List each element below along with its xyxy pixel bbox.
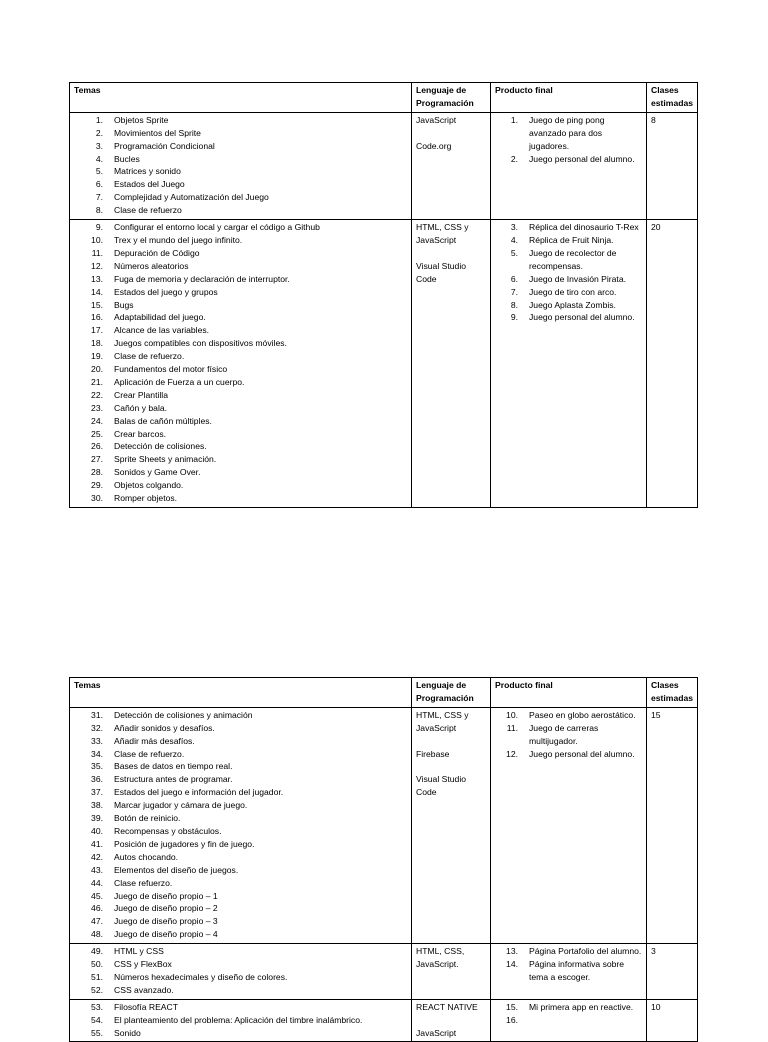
topic-item	[74, 415, 407, 428]
topics-list	[74, 709, 407, 941]
product-number: 16.	[506, 1014, 518, 1025]
header-row	[70, 83, 698, 113]
language-line: Visual Studio	[416, 260, 467, 271]
topic-item	[74, 350, 407, 363]
topic-item	[74, 786, 407, 799]
product-text: Página Portafolio del alumno.	[529, 946, 642, 957]
topic-number: 38.	[91, 800, 103, 811]
product-number: 15.	[506, 1001, 518, 1012]
topic-number: 43.	[91, 864, 103, 875]
product-item	[495, 748, 642, 761]
topic-number: 44.	[91, 877, 103, 888]
classes-cell: 3	[647, 944, 698, 1000]
topic-text: Añadir sonidos y desafíos.	[114, 722, 215, 733]
product-item	[495, 221, 642, 234]
topic-item	[74, 453, 407, 466]
topic-text: CSS y FlexBox	[114, 959, 172, 970]
topic-text: Matrices y sonido	[114, 166, 181, 177]
table-row	[70, 999, 698, 1042]
topic-text: Configurar el entorno local y cargar el código a Github	[114, 222, 320, 233]
topic-text: Sonidos y Game Over.	[114, 467, 201, 478]
topic-item	[74, 389, 407, 402]
topic-item	[74, 709, 407, 722]
topic-item	[74, 234, 407, 247]
product-text: Juego personal del alumno.	[529, 153, 635, 164]
topic-number: 5.	[95, 166, 103, 177]
topic-number: 49.	[91, 946, 103, 957]
topic-number: 39.	[91, 813, 103, 824]
topic-text: Elementos del diseño de juegos.	[114, 864, 239, 875]
topic-text: Clase de refuerzo.	[114, 748, 185, 759]
topic-text: Objetos colgando.	[114, 480, 184, 491]
product-text: Juego de tiro con arco.	[529, 286, 617, 297]
topic-number: 27.	[91, 454, 103, 465]
header-temas: Temas	[70, 678, 412, 708]
topic-item	[74, 114, 407, 127]
table-row	[70, 112, 698, 219]
topic-text: Cañón y bala.	[114, 402, 168, 413]
topic-text: Bases de datos en tiempo real.	[114, 761, 233, 772]
language-line: JavaScript.	[416, 959, 459, 970]
classes-cell: 8	[647, 112, 698, 219]
topic-number: 55.	[91, 1027, 103, 1038]
topic-text: Sprite Sheets y animación.	[114, 454, 217, 465]
topic-text: Estados del Juego	[114, 179, 185, 190]
topic-number: 24.	[91, 415, 103, 426]
product-text: Réplica de Fruit Ninja.	[529, 234, 614, 245]
product-text: Paseo en globo aerostático.	[529, 709, 636, 720]
topic-number: 52.	[91, 984, 103, 995]
topic-number: 37.	[91, 787, 103, 798]
topic-item	[74, 273, 407, 286]
topic-item	[74, 260, 407, 273]
topic-number: 54.	[91, 1014, 103, 1025]
topic-number: 2.	[95, 127, 103, 138]
topic-number: 33.	[91, 735, 103, 746]
topic-item	[74, 735, 407, 748]
topic-item	[74, 466, 407, 479]
topic-number: 15.	[91, 299, 103, 310]
topic-item	[74, 851, 407, 864]
topic-item	[74, 324, 407, 337]
topic-text: Alcance de las variables.	[114, 325, 210, 336]
topic-number: 28.	[91, 467, 103, 478]
topic-number: 4.	[95, 153, 103, 164]
topic-text: Juego de diseño propio – 3	[114, 916, 218, 927]
header-temas: Temas	[70, 83, 412, 113]
product-cell	[491, 944, 647, 1000]
topic-item	[74, 1014, 407, 1027]
product-item	[495, 286, 642, 299]
topic-text: Números hexadecimales y diseño de colores.	[114, 971, 288, 982]
topic-text: Clase de refuerzo	[114, 205, 182, 216]
language-line	[416, 127, 486, 140]
topic-number: 36.	[91, 774, 103, 785]
language-line: Visual Studio	[416, 774, 467, 785]
topic-item	[74, 1001, 407, 1014]
product-item	[495, 709, 642, 722]
language-line	[416, 760, 486, 773]
product-item	[495, 722, 642, 748]
language-line: Code.org	[416, 140, 452, 151]
topic-number: 25.	[91, 428, 103, 439]
topic-number: 32.	[91, 722, 103, 733]
topic-text: Autos chocando.	[114, 851, 179, 862]
course-table-1	[69, 82, 698, 508]
topic-text: Sonido	[114, 1027, 141, 1038]
language-line: HTML, CSS y	[416, 222, 469, 233]
topic-item	[74, 127, 407, 140]
language-line: HTML, CSS,	[416, 946, 465, 957]
classes-cell: 15	[647, 707, 698, 943]
language-line	[416, 1014, 486, 1027]
topic-number: 22.	[91, 389, 103, 400]
product-cell	[491, 112, 647, 219]
language-cell	[412, 999, 491, 1042]
language-line: JavaScript	[416, 722, 457, 733]
topic-item	[74, 191, 407, 204]
topic-item	[74, 984, 407, 997]
topic-item	[74, 247, 407, 260]
topic-number: 19.	[91, 351, 103, 362]
product-number: 14.	[506, 959, 518, 970]
product-text: Juego de Invasión Pirata.	[529, 273, 626, 284]
topic-text: Botón de reinicio.	[114, 813, 181, 824]
topics-cell	[70, 999, 412, 1042]
topic-item	[74, 221, 407, 234]
product-item	[495, 247, 642, 273]
topic-number: 23.	[91, 402, 103, 413]
table-row	[70, 707, 698, 943]
topic-item	[74, 376, 407, 389]
product-cell	[491, 220, 647, 508]
topic-text: Bucles	[114, 153, 140, 164]
product-list	[495, 945, 642, 984]
topic-item	[74, 337, 407, 350]
topic-item	[74, 204, 407, 217]
topic-text: Filosofía REACT	[114, 1001, 178, 1012]
language-line: JavaScript	[416, 234, 457, 245]
topic-text: Añadir más desafíos.	[114, 735, 195, 746]
language-cell	[412, 944, 491, 1000]
topic-item	[74, 812, 407, 825]
topic-number: 45.	[91, 890, 103, 901]
topic-item	[74, 178, 407, 191]
topic-text: Números aleatorios	[114, 260, 189, 271]
topic-number: 48.	[91, 929, 103, 940]
classes-cell: 10	[647, 999, 698, 1042]
topic-item	[74, 402, 407, 415]
product-text: Mi primera app en reactive.	[529, 1001, 634, 1012]
language-cell	[412, 220, 491, 508]
topic-text: Crear barcos.	[114, 428, 167, 439]
product-number: 10.	[506, 709, 518, 720]
topic-item	[74, 299, 407, 312]
topic-item	[74, 773, 407, 786]
topic-text: Crear Plantilla	[114, 389, 168, 400]
topic-number: 6.	[95, 179, 103, 190]
topic-text: Detección de colisiones.	[114, 441, 207, 452]
topic-item	[74, 971, 407, 984]
topic-item	[74, 928, 407, 941]
topic-item	[74, 165, 407, 178]
product-item	[495, 153, 642, 166]
header-clases: Clases estimadas	[647, 83, 698, 113]
topic-text: Estados del juego e información del jugador.	[114, 787, 284, 798]
topic-number: 8.	[95, 205, 103, 216]
topic-text: Programación Condicional	[114, 140, 215, 151]
topic-text: Clase refuerzo.	[114, 877, 173, 888]
topic-number: 3.	[95, 140, 103, 151]
topic-text: Juegos compatibles con dispositivos móviles.	[114, 338, 287, 349]
topic-text: HTML y CSS	[114, 946, 164, 957]
product-text: Juego personal del alumno.	[529, 748, 635, 759]
topic-text: CSS avanzado.	[114, 984, 174, 995]
topic-text: Juego de diseño propio – 2	[114, 903, 218, 914]
topic-number: 9.	[95, 222, 103, 233]
table-row	[70, 220, 698, 508]
topic-number: 17.	[91, 325, 103, 336]
topic-item	[74, 286, 407, 299]
product-number: 9.	[510, 312, 518, 323]
topic-text: Estructura antes de programar.	[114, 774, 233, 785]
product-text: Juego Aplasta Zombis.	[529, 299, 616, 310]
product-text: Juego de carreras multijugador.	[529, 722, 599, 746]
topic-text: Romper objetos.	[114, 493, 178, 504]
topic-number: 46.	[91, 903, 103, 914]
product-text: Juego personal del alumno.	[529, 312, 635, 323]
topic-item	[74, 864, 407, 877]
topic-text: Estados del juego y grupos	[114, 286, 218, 297]
product-text: Página informativa sobre tema a escoger.	[529, 959, 625, 982]
product-item	[495, 299, 642, 312]
topic-text: Bugs	[114, 299, 134, 310]
topic-number: 12.	[91, 260, 103, 271]
topic-text: Marcar jugador y cámara de juego.	[114, 800, 248, 811]
language-line: REACT NATIVE	[416, 1001, 478, 1012]
product-number: 7.	[510, 286, 518, 297]
topic-text: Fuga de memoria y declaración de interruptor.	[114, 273, 290, 284]
header-row	[70, 678, 698, 708]
topic-text: Juego de diseño propio – 1	[114, 890, 218, 901]
topic-text: Adaptabilidad del juego.	[114, 312, 206, 323]
language-line: HTML, CSS y	[416, 709, 469, 720]
topic-text: El planteamiento del problema: Aplicación del timbre inalámbrico.	[114, 1014, 363, 1025]
header-producto: Producto final	[491, 83, 647, 113]
header-producto: Producto final	[491, 678, 647, 708]
product-item	[495, 114, 642, 153]
topic-number: 16.	[91, 312, 103, 323]
language-line	[416, 247, 486, 260]
topic-number: 14.	[91, 286, 103, 297]
topic-text: Objetos Sprite	[114, 114, 169, 125]
topic-number: 7.	[95, 192, 103, 203]
language-cell	[412, 707, 491, 943]
product-list	[495, 1001, 642, 1027]
topics-cell	[70, 707, 412, 943]
topic-item	[74, 479, 407, 492]
product-item	[495, 273, 642, 286]
topic-item	[74, 140, 407, 153]
topic-number: 26.	[91, 441, 103, 452]
topics-list	[74, 1001, 407, 1040]
product-list	[495, 709, 642, 761]
topic-item	[74, 492, 407, 505]
topic-item	[74, 311, 407, 324]
topic-number: 51.	[91, 971, 103, 982]
topic-text: Trex y el mundo del juego infinito.	[114, 234, 243, 245]
course-table-2	[69, 677, 698, 1042]
topic-number: 29.	[91, 480, 103, 491]
topic-number: 13.	[91, 273, 103, 284]
product-text	[529, 1014, 642, 1027]
language-line: JavaScript	[416, 1027, 457, 1038]
topics-list	[74, 114, 407, 217]
product-number: 5.	[510, 247, 518, 258]
product-number: 11.	[506, 722, 518, 733]
topic-number: 50.	[91, 959, 103, 970]
topic-number: 30.	[91, 493, 103, 504]
language-line: Code	[416, 273, 437, 284]
topic-number: 18.	[91, 338, 103, 349]
topics-cell	[70, 112, 412, 219]
topic-number: 21.	[91, 376, 103, 387]
product-number: 13.	[506, 946, 518, 957]
product-item	[495, 1001, 642, 1014]
topic-item	[74, 890, 407, 903]
topics-list	[74, 945, 407, 997]
topic-item	[74, 958, 407, 971]
topic-number: 1.	[95, 114, 103, 125]
language-cell	[412, 112, 491, 219]
topic-text: Aplicación de Fuerza a un cuerpo.	[114, 376, 245, 387]
topic-text: Complejidad y Automatización del Juego	[114, 192, 269, 203]
language-line: Code	[416, 787, 437, 798]
language-line: Firebase	[416, 748, 450, 759]
topic-text: Depuración de Código	[114, 247, 200, 258]
product-item	[495, 958, 642, 984]
topics-cell	[70, 944, 412, 1000]
topic-text: Fundamentos del motor físico	[114, 364, 228, 375]
topic-number: 20.	[91, 364, 103, 375]
product-number: 8.	[510, 299, 518, 310]
topic-number: 11.	[91, 247, 103, 258]
topic-item	[74, 945, 407, 958]
topic-item	[74, 877, 407, 890]
topic-item	[74, 440, 407, 453]
topic-number: 31.	[91, 709, 103, 720]
header-lenguaje: Lenguaje de Programación	[412, 678, 491, 708]
topic-text: Clase de refuerzo.	[114, 351, 185, 362]
product-list	[495, 114, 642, 166]
topic-item	[74, 748, 407, 761]
product-number: 2.	[510, 153, 518, 164]
topic-number: 42.	[91, 851, 103, 862]
product-number: 3.	[510, 222, 518, 233]
topic-number: 10.	[91, 234, 103, 245]
topic-item	[74, 902, 407, 915]
classes-cell: 20	[647, 220, 698, 508]
topic-number: 34.	[91, 748, 103, 759]
topic-text: Balas de cañón múltiples.	[114, 415, 212, 426]
topic-item	[74, 915, 407, 928]
topics-list	[74, 221, 407, 505]
topic-item	[74, 363, 407, 376]
topic-text: Detección de colisiones y animación	[114, 709, 253, 720]
product-number: 6.	[510, 273, 518, 284]
topic-text: Recompensas y obstáculos.	[114, 825, 222, 836]
topic-item	[74, 760, 407, 773]
product-number: 4.	[510, 234, 518, 245]
language-line	[416, 735, 486, 748]
topic-item	[74, 153, 407, 166]
header-clases: Clases estimadas	[647, 678, 698, 708]
topic-item	[74, 428, 407, 441]
topic-item	[74, 825, 407, 838]
language-line: JavaScript	[416, 114, 457, 125]
topic-item	[74, 1027, 407, 1040]
product-cell	[491, 999, 647, 1042]
topics-cell	[70, 220, 412, 508]
topic-item	[74, 799, 407, 812]
product-item	[495, 311, 642, 324]
product-text: Juego de recolector de recompensas.	[529, 247, 617, 271]
header-lenguaje: Lenguaje de Programación	[412, 83, 491, 113]
product-text: Juego de ping pong avanzado para dos jugadores.	[529, 114, 605, 151]
product-cell	[491, 707, 647, 943]
topic-text: Posición de jugadores y fin de juego.	[114, 838, 255, 849]
topic-item	[74, 838, 407, 851]
topic-number: 40.	[91, 825, 103, 836]
product-item	[495, 234, 642, 247]
topic-number: 47.	[91, 916, 103, 927]
topic-text: Juego de diseño propio – 4	[114, 929, 218, 940]
product-number: 12.	[506, 748, 518, 759]
topic-item	[74, 722, 407, 735]
product-list	[495, 221, 642, 324]
table-row	[70, 944, 698, 1000]
product-item	[495, 945, 642, 958]
topic-number: 41.	[91, 838, 103, 849]
topic-text: Movimientos del Sprite	[114, 127, 201, 138]
product-item	[495, 1014, 642, 1027]
topic-number: 35.	[91, 761, 103, 772]
product-number: 1.	[510, 114, 518, 125]
topic-number: 53.	[91, 1001, 103, 1012]
product-text: Réplica del dinosaurio T-Rex	[529, 222, 639, 233]
